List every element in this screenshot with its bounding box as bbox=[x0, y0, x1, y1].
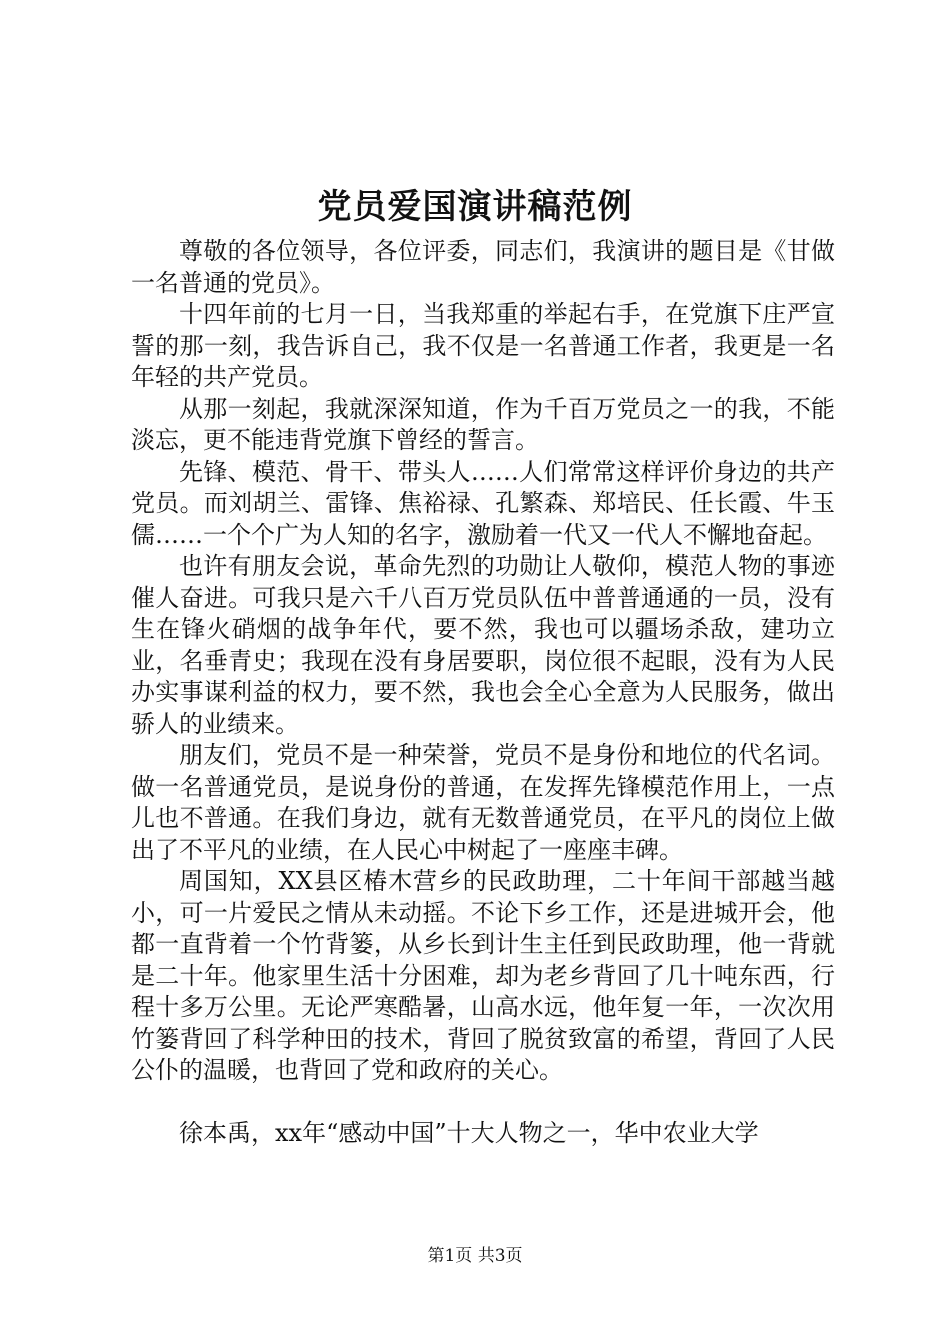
paragraph-role-models: 先锋、模范、骨干、带头人……人们常常这样评价身边的共产党员。而刘胡兰、雷锋、焦裕禄、孔繁森、郑培民、任长霞、牛玉儒……一个个广为人知的名字，激励着一代又一代人不懈地奋起。 bbox=[131, 457, 835, 549]
paragraph-commitment: 从那一刻起，我就深深知道，作为千百万党员之一的我，不能淡忘，更不能违背党旗下曾经的誓言。 bbox=[131, 394, 835, 454]
page-footer: 第1页 共3页 bbox=[427, 1246, 523, 1266]
paragraph-zhou-guozhi: 周国知，XX县区椿木营乡的民政助理，二十年间干部越当越小，可一片爱民之情从未动摇。不论下乡工作，还是进城开会，他都一直背着一个竹背篓，从乡长到计生主任到民政助理，他一背就是二十年。他家里生活十分困难，却为老乡背回了几十吨东西，行程十多万公里。无论严寒酷暑，山高水远，他年复一年，一次次用竹篓背回了科学种田的技术，背回了脱贫致富的希望，背回了人民公仆的温暖，也背回了党和政府的关心。 bbox=[131, 867, 835, 1084]
paragraph-friends: 朋友们，党员不是一种荣誉，党员不是身份和地位的代名词。做一名普通党员，是说身份的普通，在发挥先锋模范作用上，一点儿也不普通。在我们身边，就有无数普通党员，在平凡的岗位上做出了不平凡的业绩，在人民心中树起了一座座丰碑。 bbox=[131, 741, 835, 864]
document-body bbox=[131, 236, 835, 1149]
paragraph-greeting: 尊敬的各位领导，各位评委，同志们，我演讲的题目是《甘做一名普通的党员》。 bbox=[131, 237, 835, 297]
paragraph-ordinary-member: 也许有朋友会说，革命先烈的功勋让人敬仰，模范人物的事迹催人奋进。可我只是六千八百万党员队伍中普普通通的一员，没有生在锋火硝烟的战争年代，要不然，我也可以疆场杀敌，建功立业，名垂青史；我现在没有身居要职，岗位很不起眼，没有为人民办实事谋利益的权力，要不然，我也会全心全意为人民服务，做出骄人的业绩来。 bbox=[131, 552, 835, 738]
paragraph-xu-benyu: 徐本禹，xx年“感动中国”十大人物之一，华中农业大学 bbox=[179, 1118, 759, 1147]
document-title: 党员爱国演讲稿范例 bbox=[317, 187, 633, 227]
paragraph-oath: 十四年前的七月一日，当我郑重的举起右手，在党旗下庄严宣誓的那一刻，我告诉自己，我不仅是一名普通工作者，我更是一名年轻的共产党员。 bbox=[131, 300, 835, 391]
